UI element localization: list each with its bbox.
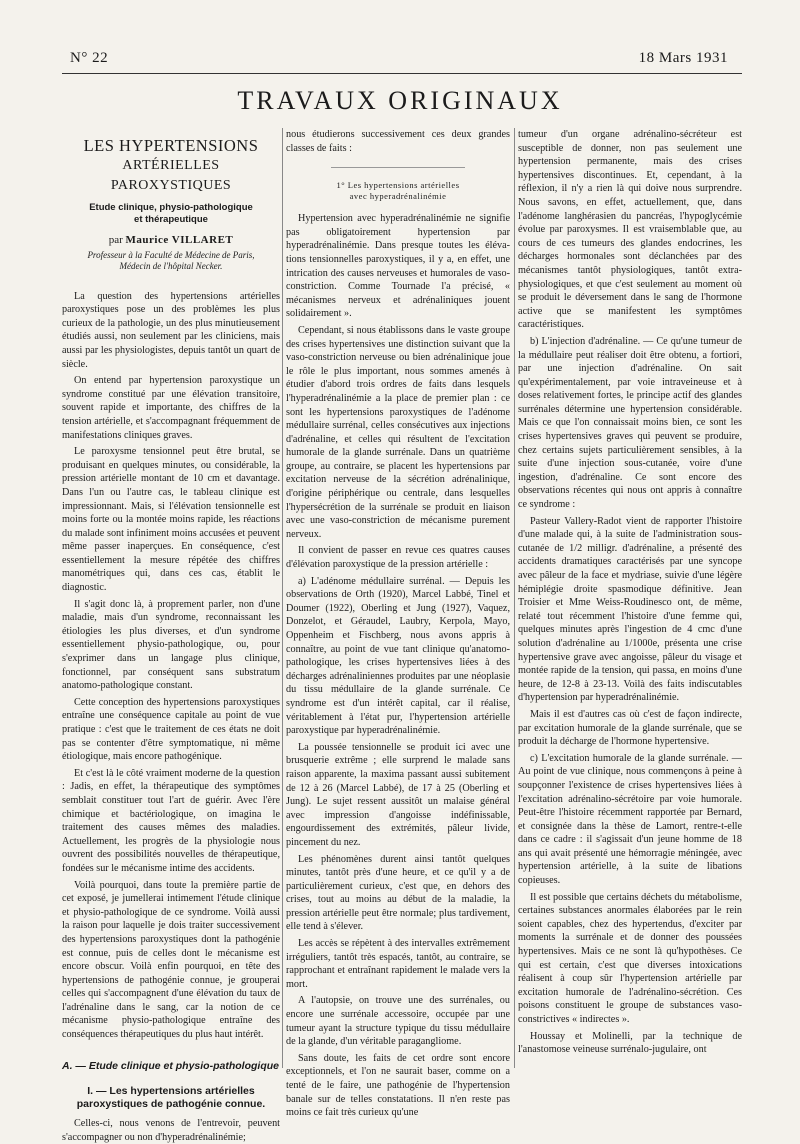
paragraph: Mais il est d'autres cas où c'est de façon indirecte, par excitation humorale de la glande surrénale, que se produit la décharge de l'hormone hypertensive.: [518, 708, 742, 748]
author-prefix: par: [108, 234, 123, 246]
paragraph: La poussée tensionnelle se produit ici avec une brusquerie extrême ; elle surprend le malade sans raison apparente, la maxima passant aussi subitement de 12 à 26 (Marcel Labbé), de 17 à 25 (Oberling et Jung). Le sujet ressent aussitôt un malaise général avec impression d'angoisse indéfinissable, engourdissement des extrémités, pâleur livide, pincement du nez.: [286, 741, 510, 848]
article-subtitle-line-2: et thérapeutique: [134, 214, 208, 225]
paragraph: c) L'excitation humorale de la glande surrénale. — Au point de vue clinique, nous commençons à peine à soupçonner l'existence de crises hypertensives liées à l'excitation adrénalino-sécrétoire par voie humorale. Peut-être l'histoire récemment rapportée par Bernard, et consignée dans la thèse de Lamort, rentre-t-elle dans ce cadre : il s'agissait d'un jeune homme de 18 ans qui avait présenté une hémorragie méningée, avec hypertension artérielle, à la suite de libations copieuses.: [518, 752, 742, 887]
affiliation-line-2: Médecin de l'hôpital Necker.: [119, 260, 223, 271]
article-title-line-2: ARTÉRIELLES PAROXYSTIQUES: [110, 158, 232, 193]
paragraph: Cependant, si nous établissons dans le vaste groupe des crises hypertensives une distinction suivant que la vaso-constriction nerveuse ou bien adrénalinique joue le rôle le plus important, nous sommes amenés à étudier d'abord trois ordres de faits dans lesquels l'hyperadrénalinémie a la place de premier plan : ce sont les hypertensions paroxystiques de l'adénome médullaire surrénal, celles consécutives aux injections d'adrénaline, et celles qui résultent de l'excitation humorale de la glande surrénale. Dans un quatrième groupe, au contraire, se placent les hypertensions par excitation nerveuse de la sécrétion adrénalinique, d'origine périphérique ou centrale, dans lesquelles l'hypersécrétion de la surrénale se produit en liaison avec une vaso-constriction de mécanisme purement nerveux.: [286, 324, 510, 540]
paragraph: Cette conception des hypertensions paroxystiques entraîne une conséquence capitale au point de vue pratique : c'est que le traitement de ces états ne doit pas se contenter d'être symptomatique, ni même étiologique, mais encore pathogénique.: [62, 696, 280, 763]
paragraph: Pasteur Vallery-Radot vient de rapporter l'histoire d'une malade qui, à la suite de l'administration sous-cutanée de 1/2 milligr. d'adrénaline, a présenté des accidents dramatiques caractérisés par une syncope avec pâleur de la face et mydriase, suivie d'une légère hémiplégie droite spasmodique définitive. Jean Troisier et Mme Weiss-Roudinesco ont, de même, relaté tout récemment l'histoire d'une femme qui, quelques minutes après l'ingestion de 4 cmc d'une solution d'adrénaline au 1/1000e, présenta une crise hypertensive grave avec angoisse, pâleur du visage et montée rapide de la tension, qui passa, en moins d'une heure, de 12-8 à 23-13. Voilà des faits indiscutables d'hypertension par hyperadrénalinémie.: [518, 515, 742, 704]
paragraph: Et c'est là le côté vraiment moderne de la question : Jadis, en effet, la thérapeutique des symptômes semblait constituer tout l'art de guérir. Avec l'ère chimique et bactériologique, on imagina le traitement des causes mêmes des maladies. Actuellement, les progrès de la physiologie nous ouvrent des possibilités nouvelles de thérapeutique, fondées sur le mécanisme intime des accidents.: [62, 767, 280, 874]
text-column-3: [518, 128, 742, 1068]
author-affiliation: [62, 250, 280, 272]
issue-number: N° 22: [70, 50, 109, 66]
header-rule: [62, 73, 742, 74]
column-3-paragraphs: [518, 128, 742, 1057]
section-heading-i-line-2: paroxystiques de pathogénie connue.: [76, 1098, 266, 1111]
section-title: TRAVAUX ORIGINAUX: [237, 86, 563, 115]
column-divider: [514, 128, 515, 1068]
paragraph: Houssay et Molinelli, par la technique de l'anastomose veineuse surrénalo-jugulaire, ont: [518, 1030, 742, 1056]
paragraph: Les accès se répètent à des intervalles extrêmement irréguliers, tantôt très espacés, tantôt, au contraire, se rapprochant et entraînant rapidement le malade vers la mort.: [286, 938, 510, 990]
paragraph: On entend par hypertension paroxystique un syndrome constitué par une élévation transitoire, souvent rapide et importante, des chiffres de la tension artérielle, et s'accompagnant fréquemment de manifestations cliniques graves.: [62, 375, 280, 441]
article-title-line-1: LES HYPERTENSIONS: [83, 136, 259, 155]
article-subtitle-line-1: Etude clinique, physio-pathologique: [89, 202, 253, 213]
paragraph: b) L'injection d'adrénaline. — Ce qu'une tumeur de la médullaire peut réaliser doit être obtenu, a fortiori, par une injection d'adrénaline. On sait qu'expérimentalement, par voie intraveineuse et à doses relativement fortes, le principe actif des glandes surrénales détermine une hypertension considérable. Mais ce que l'on connaissait moins bien, ce sont les crises hypertensives graves qui peuvent se produire, chez certains sujets particulièrement sensibles, à la suite d'une injection sous-cutanée, voire d'une ingestion, d'adrénaline. Ce sont encore des observations récentes qui nous ont appris à connaître ce syndrome :: [518, 335, 742, 511]
subsection-heading-1: [286, 180, 510, 202]
paragraph: La question des hypertensions artérielles paroxystiques pose un des problèmes les plus curieux de la pathologie, un des plus minutieusement étudiés aussi, non seulement par les cliniciens, mais aussi par les physiologistes, depuis tantôt un quart de siècle.: [62, 290, 280, 370]
paragraph: Celles-ci, nous venons de l'entrevoir, peuvent s'accompagner ou non d'hyperadrénalinémie;: [62, 1118, 280, 1143]
text-column-1: [62, 128, 280, 1143]
paragraph: a) L'adénome médullaire surrénal. — Depuis les observations de Orth (1920), Marcel Labbé, Tinel et Doumer (1922), Oberling et Jung (1927), Vaquez, Donzelot, et Géraudel, Laubry, Kerpola, Mayo, Oppenheim et Fischberg, nous avons appris à connaître, au point de vue tant clinique qu'anatomo-pathologique, les crises hypertensives liées à des décharges adrénaliniennes produites par une néoplasie du tissu médullaire de la glande surrénale. Ce syndrome est d'un intérêt capital, car il réalise, véritablement à l'état pur, l'hypertension artérielle paroxystique par hyperadrénalinémie.: [286, 575, 510, 737]
paragraph: Le paroxysme tensionnel peut être brutal, se produisant en quelques minutes, ou considérable, la pression artérielle montant de 10 cm et davantage. Dans l'un ou l'autre cas, le tableau clinique est impressionnant. Mais, si l'élévation tensionnelle est moins forte ou la montée moins rapide, les réactions du malade sont infiniment moins accusées et peuvent même passer inaperçues. En conséquence, c'est essentiellement la mesure répétée des chiffres manométriques qui, dans ces cas, établit le diagnostic.: [62, 446, 280, 594]
paragraph: tumeur d'un organe adrénalino-sécréteur est susceptible de donner, non pas seulement une hypertension permanente, mais des crises hypertensives discontinues. Et, cependant, à la réflexion, il n'y a rien là qui doive nous surprendre. Nous savons, en effet, actuellement, que, dans l'adénome langhérasien du pancréas, l'hypoglycémie évolue par paroxysmes. Il est vraisemblable que, au cours de ces tumeurs des glandes endocrines, les décharges hormonales sont déclanchées par des mécanismes tantôt physiologiques, tantôt extra-physiologiques, et que c'est seulement au moment où se produit le déversement dans le sang de l'hormone active que se manifestent les symptômes caractéristiques.: [518, 129, 742, 331]
paragraph: Voilà pourquoi, dans toute la première partie de cet exposé, je jumellerai intimement l'étude clinique et physio-pathologique de ce syndrome. Voilà aussi la raison pour laquelle je dois traiter successivement des hypertensions paroxystiques dont la pathogénie est connue, puis de celles dont le mécanisme est encore obscur. Voilà enfin pourquoi, en tête des hypertensions de pathogénie connue, je grouperai celles qui s'accompagnent d'une élévation du taux de l'adrénaline dans le sang, car la notion de ce mécanisme physio-pathologique entraîne des conséquences thérapeutiques du plus haut intérêt.: [62, 879, 280, 1041]
text-column-2: [286, 128, 510, 1119]
section-heading-a: A. — Etude clinique et physio-pathologique: [62, 1059, 280, 1072]
section-heading-i: [62, 1085, 280, 1111]
paragraph: Il est possible que certains déchets du métabolisme, certaines substances anormales élaborées par le rein soient capables, chez des hypertendus, d'exciter par moments la surrénale et de donner des poussées hypertensives. Mais ce ne sont là qu'hypothèses. Ce qui est certain, c'est que diverses intoxications réalisent à coup sûr l'hypertension artérielle par excitation humorale de l'adrénalino-sécrétion. Ces poisons constituent le groupe de substances vaso-constrictives « indirectes ».: [518, 891, 742, 1025]
column-divider: [282, 128, 283, 1068]
author-name: Maurice VILLARET: [125, 234, 234, 246]
paragraph: A l'autopsie, on trouve une des surrénales, ou encore une surrénale accessoire, occupée par une tumeur ayant la structure typique du tissu médullaire de la glande, d'un véritable paragangliome.: [286, 995, 510, 1048]
article-author: [62, 234, 280, 248]
separator-rule: [331, 167, 465, 168]
paragraph: Les phénomènes durent ainsi tantôt quelques minutes, tantôt près d'une heure, et ce qu'il y a de particulièrement curieux, c'est que, en dehors des crises, tout au moins au début de la maladie, la pression artérielle peut être normale; plus tardivement, elle tend à s'élever.: [286, 853, 510, 933]
column-2-paragraphs: [286, 212, 510, 1120]
paragraph: Hypertension avec hyperadrénalinémie ne signifie pas obligatoirement hypertension par hyperadrénalinémie. Dans presque toutes les élévations tensionnelles paroxystiques, il y a, en effet, une intrication des causes nerveuses et humorales de vaso-constriction. Comme Tournade l'a précisé, « mécanismes nerveux et adrénaliniques jouent solidairement ».: [286, 213, 510, 320]
subsection-heading-1-line-1: 1° Les hypertensions artérielles: [336, 180, 460, 191]
affiliation-line-1: Professeur à la Faculté de Médecine de Paris,: [87, 249, 255, 260]
section-heading-i-line-1: I. — Les hypertensions artérielles: [87, 1085, 255, 1098]
column-1-paragraphs: [62, 290, 280, 1042]
paragraph: Il s'agit donc là, à proprement parler, non d'une maladie, mais d'un syndrome, reconnaissant les étiologies les plus diverses, et d'un syndrome essentiellement physio-pathologique, ou, pour s'exprimer dans un langage plus clinique, fonctionnel, par conséquent sans substratum anatomo-pathologique constant.: [62, 598, 280, 692]
paragraph: nous étudierons successivement ces deux grandes classes de faits :: [286, 129, 510, 154]
paragraph: Il convient de passer en revue ces quatres causes d'élévation paroxystique de la pression artérielle :: [286, 545, 510, 571]
issue-date: 18 Mars 1931: [638, 50, 728, 66]
paragraph: Sans doute, les faits de cet ordre sont encore exceptionnels, et l'on ne saurait baser, comme on a tenté de le faire, une pathogénie de l'hypertension banale sur de telles constatations. Il n'en reste pas moins ce fait très curieux qu'une: [286, 1052, 510, 1119]
subsection-heading-1-line-2: avec hyperadrénalinémie: [349, 191, 447, 202]
